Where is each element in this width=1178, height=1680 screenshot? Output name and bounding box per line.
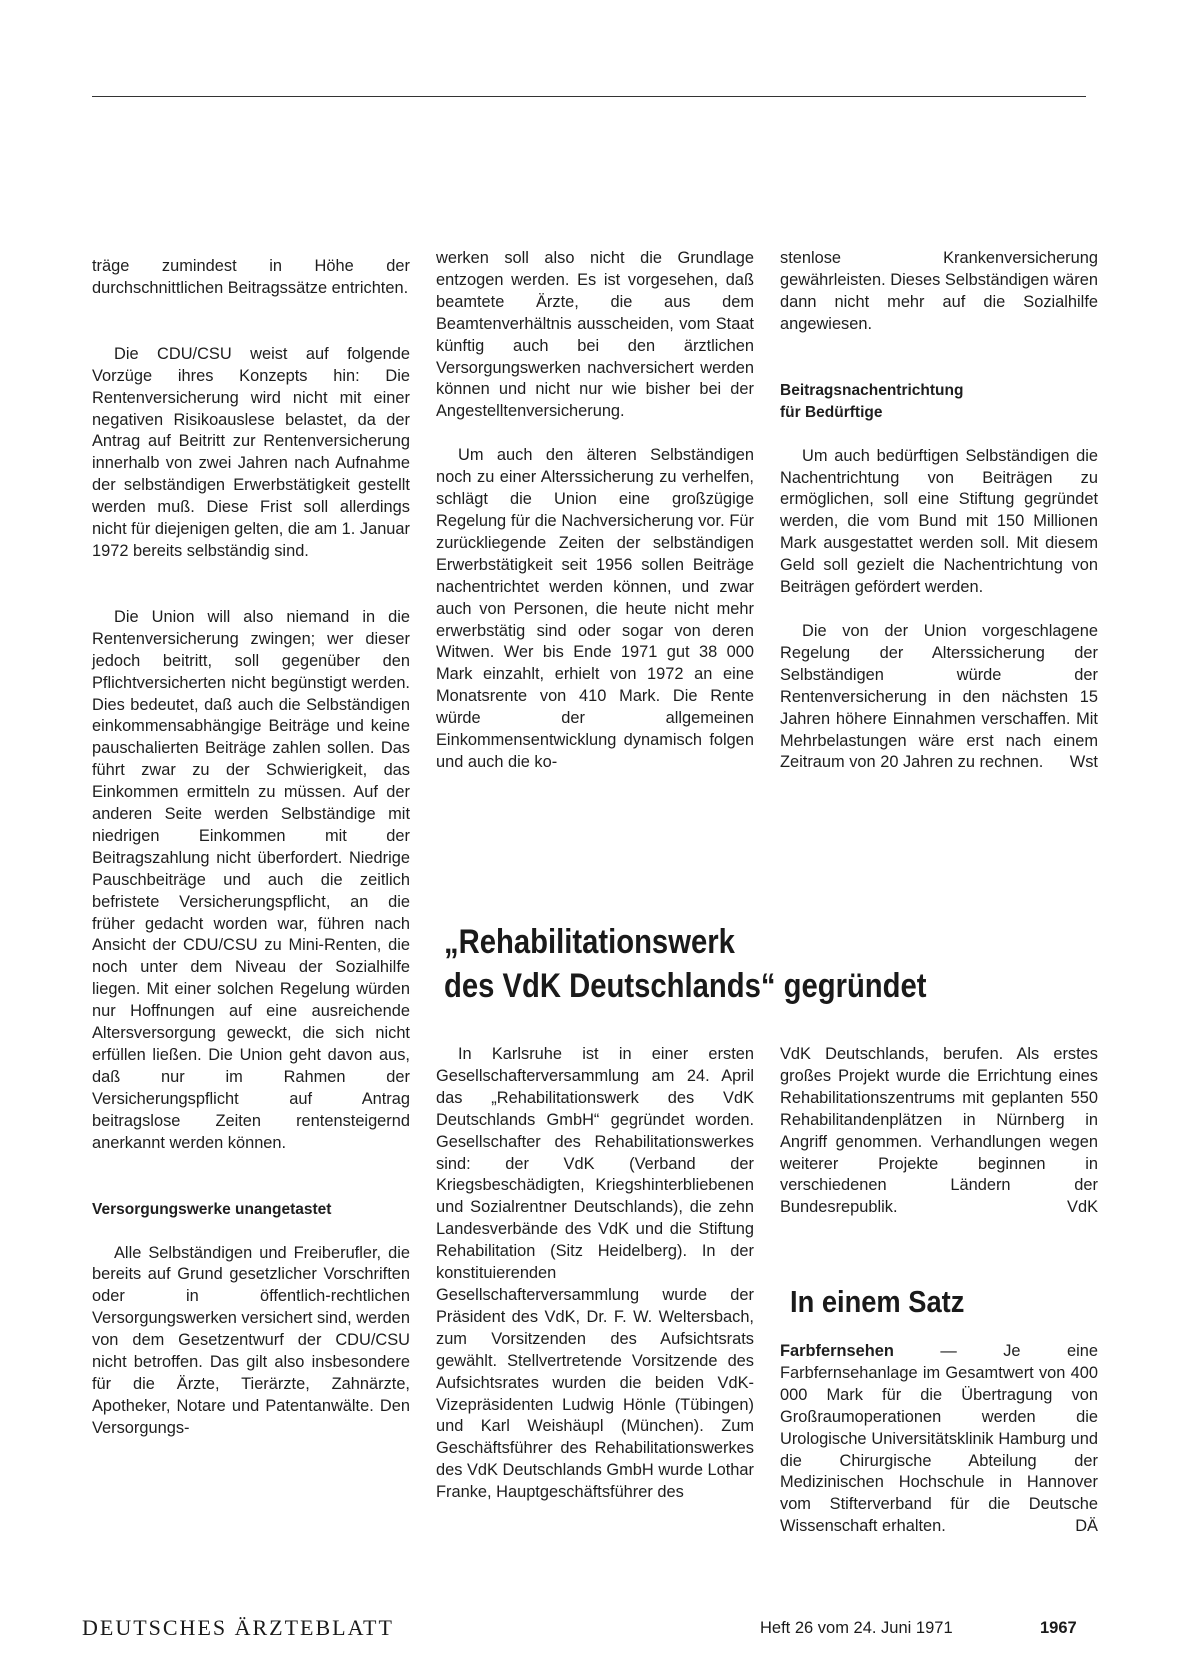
subheading-beitragsnachentrichtung <box>780 380 1098 424</box>
paragraph: Um auch den älteren Selbständigen noch zu einer Alterssicherung zu verhelfen, schlägt die Union eine großzügige Regelung für die Nachversicherung vor. Für zurückliegende Zeiten der selbständigen Erwerbstätigkeit seit 1956 sollen Beiträge nachentrichtet werden können, und zwar auch von Personen, die heute nicht mehr erwerbstätig sind oder sogar von deren Witwen. Wer bis Ende 1971 gut 38 000 Mark einzahlt, erhielt von 1972 an eine Monatsrente von 410 Mark. Die Rente würde der allgemeinen Einkommensentwicklung dynamisch folgen und auch die ko- <box>436 446 754 771</box>
subheading-line: für Bedürftige <box>780 403 883 421</box>
article-headline <box>444 920 994 1008</box>
author-signature: Wst <box>1069 753 1098 772</box>
paragraph: träge zumindest in Höhe der durchschnittlichen Beitragssätze entrichten. <box>92 257 410 297</box>
paragraph: In Karlsruhe ist in einer ersten Gesellschafterversammlung am 24. April das „Rehabilitationswerk des VdK Deutschlands GmbH“ gegründet worden. Gesellschafter des Rehabilitationswerkes sind: der VdK (Verband der Kriegsbeschädigten, Kriegshinterbliebenen und Sozialrentner Deutschlands), die zehn Landesverbände des VdK und die Stiftung Rehabilitation (Sitz Heidelberg). In der konstituierenden Gesellschafterversammlung wurde der Präsident des VdK, Dr. F. W. Weltersbach, zum Vorsitzenden des Aufsichtsrats gewählt. Stellvertretende Vorsitzende des Aufsichtsrates wurden die beiden VdK-Vizepräsidenten Ludwig Hönle (Tübingen) und Karl Weishäupl (München). Zum Geschäftsführer des Rehabilitationswerkes des VdK Deutschlands GmbH wurde Lothar Franke, Hauptgeschäftsführer des <box>436 1045 754 1502</box>
paragraph: Die CDU/CSU weist auf folgende Vorzüge ihres Konzepts hin: Die Rentenversicherung wird nicht mit einer negativen Risikoauslese belastet, da der Antrag auf Beitritt zur Rentenversicherung innerhalb von zwei Jahren nach Aufnahme der selbständigen Erwerbstätigkeit gestellt werden muß. Diese Frist soll allerdings nicht für diejenigen gelten, die am 1. Januar 1972 bereits selbständig sind. <box>92 344 411 560</box>
author-signature: VdK <box>1067 1198 1098 1217</box>
paragraph-text: — Je eine Farbfernsehanlage im Gesamtwert von 400 000 Mark für die Übertragung von Großraumoperationen werden die Urologische Universitätsklinik Hamburg und die Chirurgische Abteilung der Medizinischen Hochschule in Hannover vom Stifterverband für die Deutsche Wissenschaft erhalten. <box>780 1342 1098 1536</box>
article-column-5 <box>780 1044 1098 1219</box>
headline-line: des VdK Deutschlands“ gegründet <box>444 967 927 1005</box>
issue-info: Heft 26 vom 24. Juni 1971 <box>760 1619 953 1637</box>
paragraph <box>780 1044 1098 1219</box>
paragraph-text: VdK Deutschlands, berufen. Als erstes großes Projekt wurde die Errichtung eines Rehabilitationszentrums mit geplanten 550 Rehabilitandenplätzen in Nürnberg in Angriff genommen. Verhandlungen wegen weiterer Projekte beginnen in verschiedenen Ländern der Bundesrepublik. <box>780 1045 1098 1217</box>
paragraph: stenlose Krankenversicherung gewährleisten. Dieses Selbständigen wären dann nicht mehr auf die Sozialhilfe angewiesen. <box>780 249 1098 333</box>
paragraph: Die Union will also niemand in die Rentenversicherung zwingen; wer dieser jedoch beitritt, soll gegenüber den Pflichtversicherten nicht begünstigt werden. Dies bedeutet, daß auch die Selbständigen einkommensabhängige Beiträge und keine pauschalierten Beiträge zahlen sollen. Das führt zwar zu der Schwierigkeit, das Einkommen ermitteln zu müssen. Auf der anderen Seite werden Selbständige mit niedrigen Einkommen mit der Beitragszahlung nicht überfordert. Niedrige Pauschbeiträge und auch die zeitlich befristete Versicherungspflicht, an die früher gedacht worden war, führen nach Ansicht der CDU/CSU zu Mini-Renten, die noch unter dem Niveau der Sozialhilfe liegen. Mit einer solchen Regelung würden nur Hoffnungen auf eine ausreichende Altersversorgung geweckt, die sich nicht erfüllen ließen. Die Union geht davon aus, daß nur im Rahmen der Versicherungspflicht auf Antrag beitragslose Zeiten rentensteigernd anerkannt werden können. <box>92 607 410 1152</box>
paragraph-text: Die von der Union vorgeschlagene Regelung der Alterssicherung der Selbständigen würde der Rentenversicherung in den nächsten 15 Jahren höhere Einnahmen verschaffen. Mit Mehrbelastungen wäre erst nach einem Zeitraum von 20 Jahren zu rechnen. <box>780 621 1098 772</box>
lead-word: Farbfernsehen <box>780 1342 894 1360</box>
top-rule <box>92 96 1086 97</box>
article-column-6 <box>780 1341 1098 1538</box>
article-column-4 <box>436 1044 754 1504</box>
paragraph <box>780 1341 1098 1538</box>
headline-line: „Rehabilitationswerk <box>444 923 735 961</box>
page-number: 1967 <box>1040 1619 1077 1637</box>
subheading-line: Beitragsnachentrichtung <box>780 381 964 399</box>
paragraph: Alle Selbständigen und Freiberufler, die bereits auf Grund gesetzlicher Vorschriften oder in öffentlich-rechtlichen Versorgungswerken versichert sind, werden von dem Gesetzentwurf der CDU/CSU nicht betroffen. Das gilt also insbesondere für die Ärzte, Tierärzte, Zahnärzte, Apotheker, Notare und Patentanwälte. Den Versorgungs- <box>92 1243 410 1437</box>
paragraph <box>780 621 1098 774</box>
section-title: In einem Satz <box>790 1284 965 1319</box>
paragraph: Um auch bedürftigen Selbständigen die Nachentrichtung von Beiträgen zu ermöglichen, soll eine Stiftung gegründet werden, die vom Bund mit 150 Millionen Mark ausgestattet werden soll. Mit diesem Geld soll gezielt die Nachentrichtung von Beiträgen gefördert werden. <box>780 446 1098 597</box>
article-column-3 <box>780 248 1098 774</box>
subheading-versorgungswerke: Versorgungswerke unangetastet <box>92 1200 332 1218</box>
author-signature: DÄ <box>1075 1517 1098 1536</box>
article-column-1 <box>92 256 410 1440</box>
article-column-2 <box>436 248 754 774</box>
paragraph: werken soll also nicht die Grundlage entzogen werden. Es ist vorgesehen, daß beamtete Ärzte, die aus dem Beamtenverhältnis ausscheiden, vom Staat künftig auch bei den ärztlichen Versorgungswerken nachversichert werden können und nicht nur wie bisher bei der Angestelltenversicherung. <box>436 249 754 421</box>
journal-name: DEUTSCHES ÄRZTEBLATT <box>82 1615 394 1640</box>
